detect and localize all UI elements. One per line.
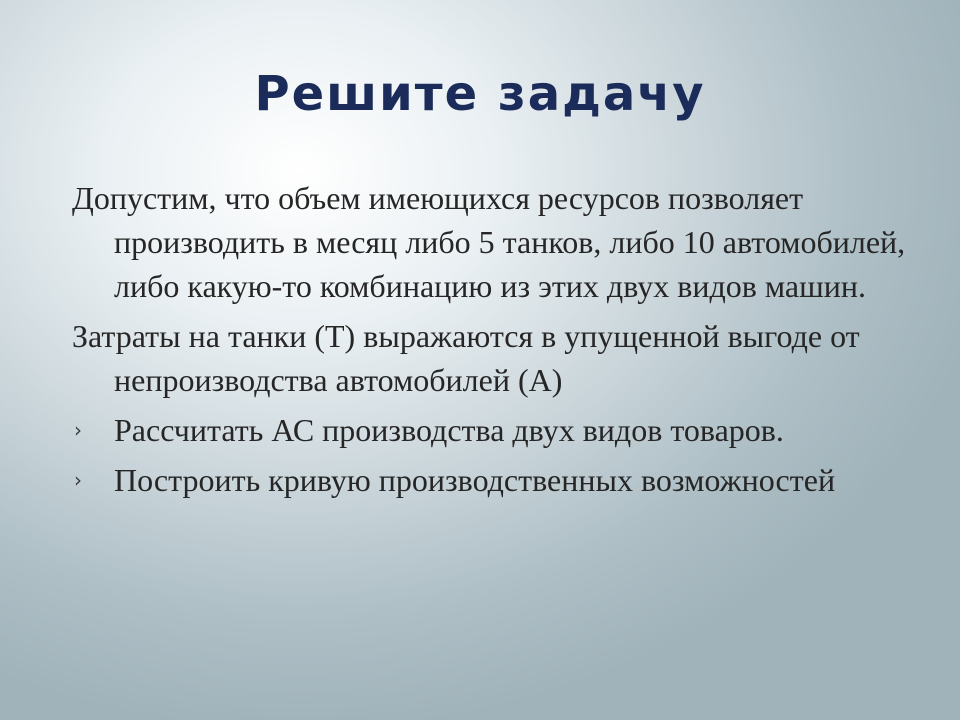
bullet-item-calculate <box>72 408 912 452</box>
paragraph-costs: Затраты на танки (Т) выражаются в упущенной выгоде от непроизводства автомобилей (А) <box>72 318 860 398</box>
slide-title: Решите задачу <box>254 66 706 122</box>
paragraph-assumption: Допустим, что объем имеющихся ресурсов позволяет производить в месяц либо 5 танков, либо 10 автомобилей, либо какую-то комбинацию из этих двух видов машин. <box>72 180 906 304</box>
bullet-text: Построить кривую производственных возможностей <box>114 462 836 498</box>
slide-body <box>72 176 912 508</box>
chevron-right-icon: › <box>74 418 82 442</box>
bullet-text: Рассчитать АС производства двух видов товаров. <box>114 412 784 448</box>
chevron-right-icon: › <box>74 468 82 492</box>
bullet-item-build-curve <box>72 458 912 502</box>
